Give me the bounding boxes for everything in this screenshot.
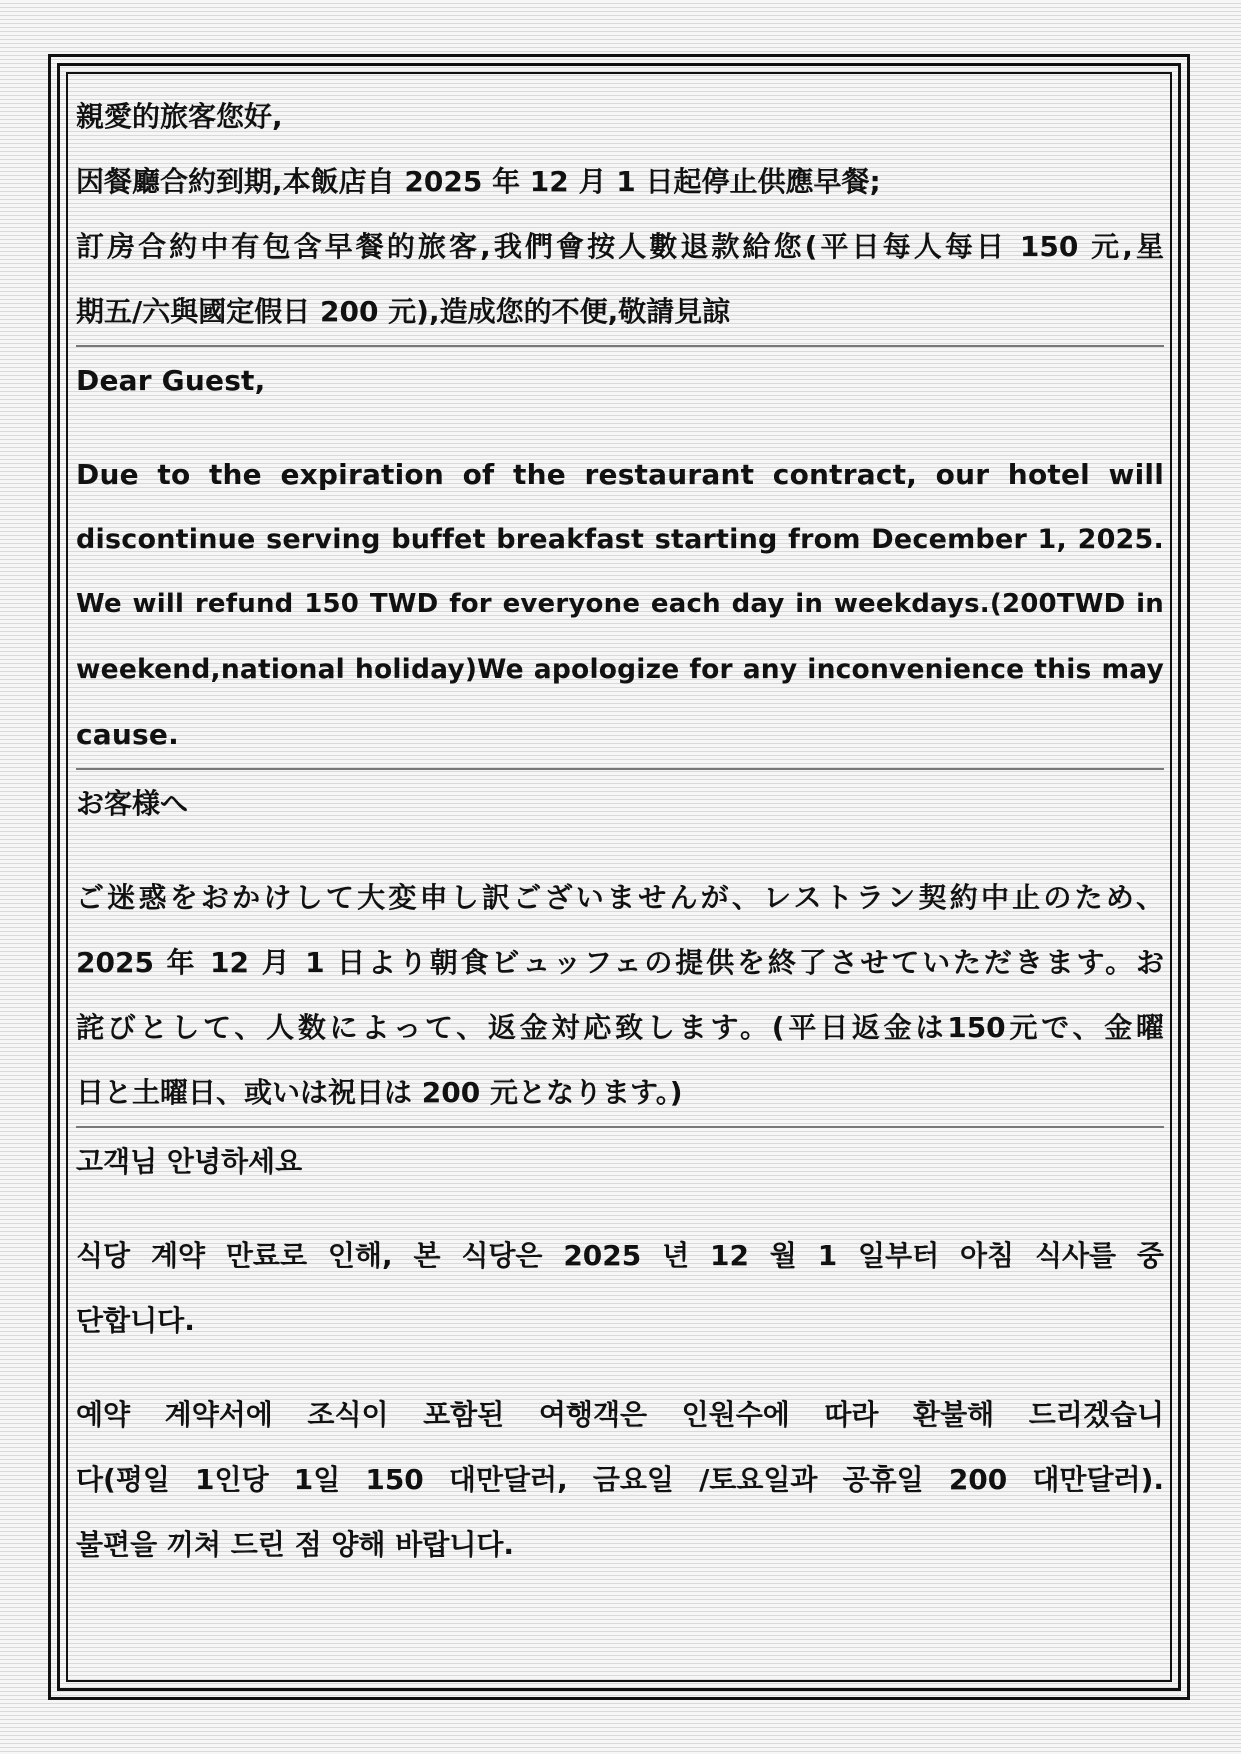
chinese-line-1: 因餐廳合約到期,本飯店自 2025 年 12 月 1 日起停止供應早餐; — [76, 165, 881, 198]
japanese-line-3: 詫びとして、人数によって、返金対応致します。(平日返金は150元で、金曜 — [76, 1011, 1164, 1044]
section-divider — [76, 345, 1164, 347]
japanese-greeting: お客様へ — [76, 787, 189, 820]
korean-line-5: 불편을 끼쳐 드린 점 양해 바랍니다. — [76, 1528, 515, 1561]
japanese-line-2: 2025 年 12 月 1 日より朝食ビュッフェの提供を終了させていただきます。お — [76, 946, 1164, 979]
english-line-2: discontinue serving buffet breakfast starting from December 1, 2025. — [76, 524, 1164, 555]
english-line-3: We will refund 150 TWD for everyone each day in weekdays.(200TWD in — [76, 589, 1164, 619]
japanese-line-4: 日と土曜日、或いは祝日は 200 元となります。) — [76, 1076, 683, 1109]
english-line-5: cause. — [76, 718, 179, 751]
japanese-section — [76, 771, 1164, 1125]
korean-line-2: 단합니다. — [76, 1304, 195, 1337]
english-line-4: weekend,national holiday)We apologize for any inconvenience this may — [76, 654, 1164, 685]
english-line-1: Due to the expiration of the restaurant contract, our hotel will — [76, 458, 1164, 491]
korean-line-3: 예약 계약서에 조식이 포함된 여행객은 인원수에 따라 환불해 드리겠습니 — [76, 1398, 1164, 1431]
paragraph-gap — [76, 1353, 1164, 1382]
chinese-line-3: 期五/六與國定假日 200 元),造成您的不便,敬請見諒 — [76, 295, 731, 328]
section-divider — [76, 768, 1164, 770]
japanese-line-1: ご迷惑をおかけして大変申し訳ございませんが、レストラン契約中止のため、 — [76, 881, 1164, 914]
paragraph-gap — [76, 1194, 1164, 1223]
english-greeting: Dear Guest, — [76, 364, 266, 397]
notice-content — [76, 84, 1164, 1577]
paragraph-gap — [76, 413, 1164, 442]
english-section — [76, 348, 1164, 767]
chinese-line-2: 訂房合約中有包含早餐的旅客,我們會按人數退款給您(平日每人每日 150 元,星 — [76, 230, 1164, 263]
chinese-greeting: 親愛的旅客您好, — [76, 100, 283, 133]
korean-section — [76, 1129, 1164, 1577]
korean-line-4: 다(평일 1인당 1일 150 대만달러, 금요일 /토요일과 공휴일 200 대만달러). — [76, 1463, 1164, 1496]
chinese-section — [76, 84, 1164, 344]
korean-line-1: 식당 계약 만료로 인해, 본 식당은 2025 년 12 월 1 일부터 아침 식사를 중 — [76, 1239, 1164, 1272]
korean-greeting: 고객님 안녕하세요 — [76, 1145, 303, 1178]
section-divider — [76, 1126, 1164, 1128]
paragraph-gap — [76, 836, 1164, 865]
